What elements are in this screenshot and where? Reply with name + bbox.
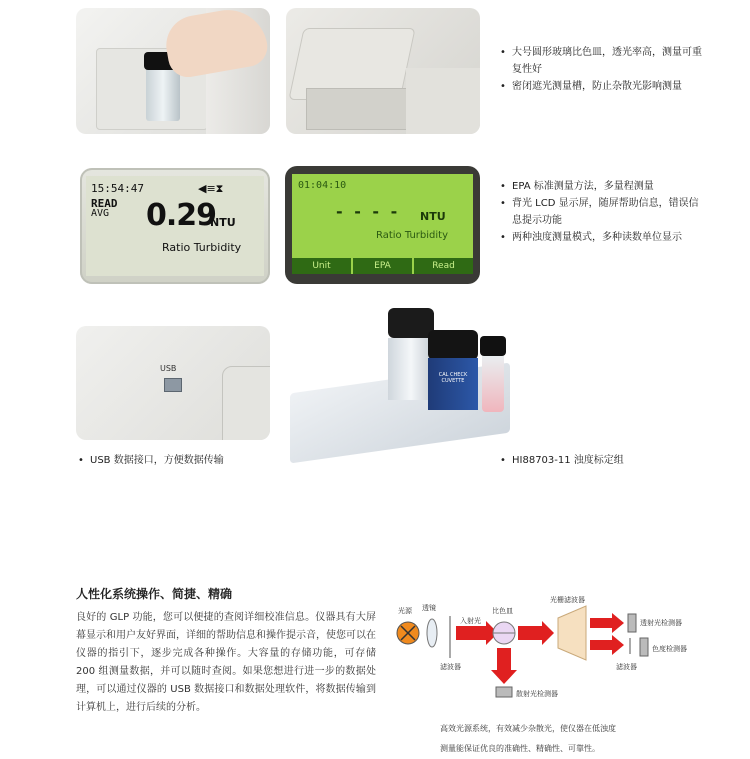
lcd-time: 01:04:10 (298, 180, 347, 191)
label-light-source: 光源 (398, 607, 412, 615)
diagram-caption (440, 719, 616, 759)
lcd-value: 0.29 (146, 198, 217, 233)
label-incident: 入射光 (460, 617, 481, 625)
row2-bullets (500, 178, 705, 246)
label-scatter-detector: 散射光检测器 (516, 690, 558, 698)
lcd-dashes: - - - - (336, 202, 401, 221)
bullet-item: • 大号圆形玻璃比色皿，透光率高，测量可重复性好 (500, 44, 710, 78)
color-arrow (590, 635, 624, 655)
section-title: 人性化系统操作、简捷、精确 (76, 587, 233, 601)
bullet-item: • 背光 LCD 显示屏，随屏帮助信息，错误信息提示功能 (500, 195, 705, 229)
label-lens: 透镜 (422, 604, 436, 612)
label-filter: 滤波器 (440, 663, 461, 671)
optical-diagram (390, 590, 720, 710)
photo-sealed-chamber (286, 8, 480, 134)
speaker-hourglass-icon: ◀≡⧗ (198, 182, 224, 195)
lcd-softkeys (292, 258, 473, 274)
photo-usb-port (76, 326, 270, 440)
lcd-mode-read: READ (91, 197, 118, 210)
diagram-caption-line: 测量能保证优良的准确性、精确性、可靠性。 (440, 744, 600, 753)
softkey-unit[interactable]: Unit (292, 258, 351, 274)
lcd-display-backlit (285, 166, 480, 284)
lcd-time: 15:54:47 (91, 182, 144, 195)
label-transmit-detector: 透射光检测器 (640, 619, 682, 627)
bullet-item: • EPA 标准测量方法，多量程测量 (500, 178, 705, 195)
lcd-unit: NTU (210, 216, 236, 229)
photo-cuvette-insertion (76, 8, 270, 134)
lcd-unit: NTU (420, 210, 446, 223)
grating-icon (558, 606, 586, 660)
bullet-item: • 两种浊度测量模式，多种读数单位显示 (500, 229, 705, 246)
lens-icon (427, 619, 437, 647)
label-filter-2: 滤波器 (616, 663, 637, 671)
usb-port-icon (164, 378, 182, 392)
caption-usb: • USB 数据接口，方便数据传输 (78, 452, 278, 469)
bullet-item: • 密闭遮光测量槽，防止杂散光影响测量 (500, 78, 710, 95)
softkey-epa[interactable]: EPA (353, 258, 412, 274)
lcd-mode-label: Ratio Turbidity (376, 230, 448, 241)
label-cuvette: 比色皿 (492, 607, 513, 615)
softkey-read[interactable]: Read (414, 258, 473, 274)
transmit-arrow (518, 621, 554, 645)
row3-caption-right (500, 452, 700, 469)
bottle-label: CAL CHECK CUVETTE (428, 358, 478, 410)
caption-calibration: • HI88703-11 浊度标定组 (500, 452, 700, 469)
lcd-display-read (80, 168, 270, 284)
lcd-mode-label: Ratio Turbidity (162, 241, 242, 254)
usb-label: USB (160, 364, 177, 373)
label-color-detector: 色度检测器 (652, 645, 687, 653)
label-grating: 光栅滤波器 (550, 596, 585, 604)
photo-calibration-set (290, 308, 520, 448)
section-body: 良好的 GLP 功能，您可以便捷的查阅详细校准信息。仪器具有大屏幕显示和用户友好界面，详细的帮助信息和操作提示音，使您可以在仪器的指引下，逐步完成各种操作。大容量的存储功能，可存储 200 组测量数据，并可以随时查阅。如果您想进行进一步的数据处理，可以通过仪器的 USB 数据接口和数据处理软件，将数据传输到计算机上，进行后续的分析。 (76, 612, 376, 713)
scatter-arrow (491, 648, 517, 684)
transmit-arrow-2 (590, 613, 624, 633)
lcd-mode-avg: AVG (91, 208, 110, 219)
row1-bullets (500, 44, 710, 95)
diagram-caption-line: 高效光源系统，有效减少杂散光，使仪器在低浊度 (440, 724, 616, 733)
row3-caption-left (78, 452, 278, 469)
